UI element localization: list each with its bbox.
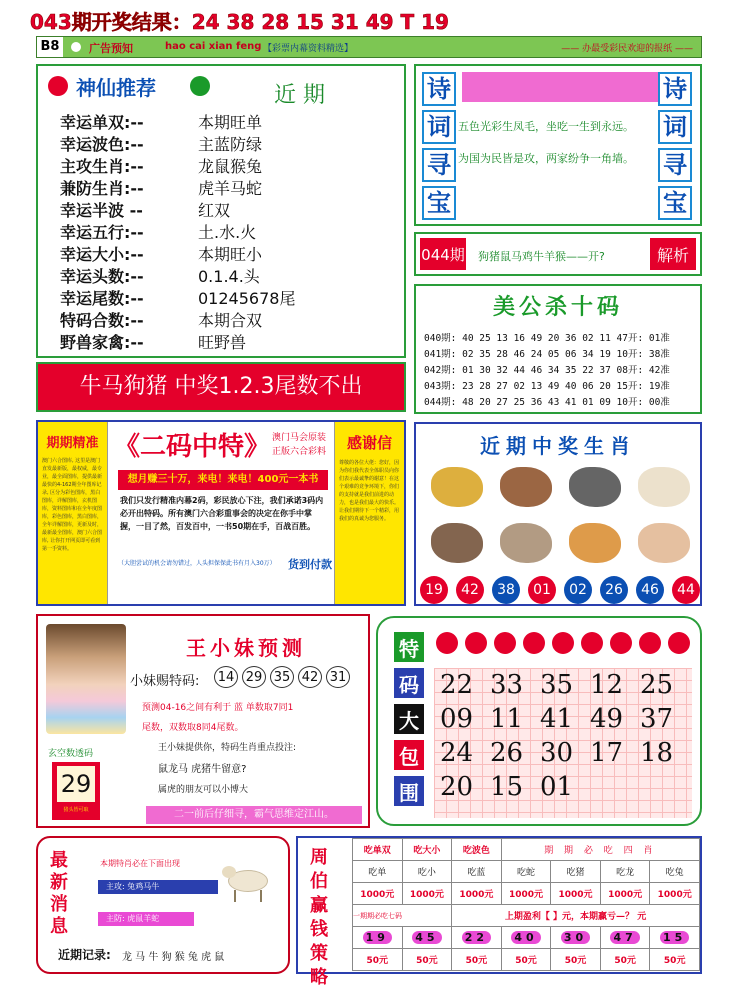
meigong-row: 044期: 48 20 27 25 36 43 41 01 09 10开: 00准 [424,397,670,408]
animal-马 [491,464,560,510]
meigong-box [414,284,702,414]
tema-number: 17 [590,738,624,768]
animal-虎 [560,520,629,566]
ermazhong-body: 我们只发行精准内幕2码，彩民放心下注，我们承诺3码内必开出特码。所有澳门六合彩重事会的决定在你手中掌握，一目了然，百发百中，一书50期在手，百战百胜。 [120,496,324,531]
tema-red-ball [523,632,545,654]
tema-label: 特 [394,632,424,662]
jiexi-button[interactable]: 解析 [650,238,696,270]
poem-left-column [422,72,458,224]
zhoubo-stakes-cell: 50元 [551,949,601,971]
tema-number: 15 [490,772,524,802]
zhoubo-code: 22 [462,931,491,944]
poem-line-1: 五色光彩生凤毛，坐吃一生到永远。 [458,120,634,133]
ad-label: 广告预知 [89,42,133,55]
poem-right-column [658,72,694,224]
wang-line-3: 王小妹提供你，特码生肖重点投注: [158,743,297,753]
wang-line-5: 属虎的朋友可以小博大 [158,785,249,795]
tema-row [434,668,692,702]
shenxian-value: 主蓝防绿 [198,134,263,154]
meigong-title: 美公杀十码 [492,295,623,320]
shenxian-row [60,308,400,330]
tema-row [434,702,692,736]
wang-lead: 小妹赐特码: [130,674,200,689]
tema-number: 49 [590,704,624,734]
shenxian-key: 幸运五行:-- [60,222,144,242]
wang-codes [214,666,350,688]
recent-label: 近 期 [274,83,325,108]
animal-icon [638,523,690,563]
zuixin-recent-label: 近期记录: [58,948,111,962]
tema-number: 41 [540,704,574,734]
cod-label: 货到付款 [288,558,332,571]
animal-猴 [422,520,491,566]
tema-red-ball [639,632,661,654]
wang-code: 14 [214,666,238,688]
zhoubo-bets-cell: 吃单 [353,861,403,883]
ad-note: 【彩票内幕资料精选】 [263,44,354,54]
zhoubo-code: 19 [363,931,392,944]
animal-鼠 [629,520,698,566]
shenxian-value: 0.1.4.头 [198,266,260,286]
shenxian-value: 01245678尾 [198,288,296,308]
shenxian-value: 本期合双 [198,310,263,330]
zhoubo-code: 30 [561,931,590,944]
zuixin-recent: 龙 马 牛 狗 猴 兔 虎 鼠 [122,952,225,963]
zhoubo-code: 45 [412,931,441,944]
zhoubo-header-merged: 期 期 必 吃 四 肖 [501,839,699,861]
zhoubo-bets-cell: 吃蛇 [501,861,551,883]
zhoubo-note-row [353,905,700,927]
thanks-title: 感谢信 [346,434,392,452]
tema-number: 09 [440,704,474,734]
shenxian-title: 神仙推荐 [76,76,156,100]
zhoubo-header [353,839,700,861]
shenxian-row [60,264,400,286]
shenxian-row [60,154,400,176]
zhoubo-box [296,836,702,988]
shenxian-row [60,176,400,198]
zhoubo-header-cell: 吃单双 [353,839,403,861]
zhoubo-header-cell: 吃波色 [452,839,502,861]
tema-number: 18 [640,738,674,768]
banner [36,362,406,412]
poem-char-left: 宝 [422,186,456,220]
tema-number: 25 [640,670,674,700]
green-dot-icon [190,76,210,96]
meigong-list [424,330,696,410]
left-panel [38,422,108,604]
tema-labels [394,632,424,812]
tema-label: 码 [394,668,424,698]
zhoubo-note-right: 上期盈利【 】元，本期赢亏—？ 元 [452,905,700,927]
thanks-body: 尊敬的各位大佬：您好，因为你们我代表全体职员向你们表示最诚挚的谢意！在这个艰难的竞争环境下，你们的支持就是我们前进的动力，也是我们最大的快乐。让我们期待下一个精彩，用我们的真诚为您服务。 [339,460,400,522]
zhoubo-codes [353,927,700,949]
result-ball: 42 [456,576,484,604]
ermazhong-footer: （大胆尝试的机会请勿错过，人头担保保此书有月入30万） [118,560,276,567]
result-ball: 46 [636,576,664,604]
tema-red-ball [436,632,458,654]
animal-icon [431,467,483,507]
xuankong-label: 玄空数透码 [48,749,94,759]
shenxian-key: 兼防生肖:-- [60,178,144,198]
zhoubo-header-cell: 吃大小 [402,839,452,861]
tema-number: 24 [440,738,474,768]
tema-number: 26 [490,738,524,768]
left-panel-title: 期期精准 [46,436,99,451]
zhoubo-stakes-cell: 50元 [353,949,403,971]
wang-footer: 二一前后仔细寻，霸气思维定江山。 [146,806,362,824]
shenxian-box [36,64,406,358]
zhoubo-stakes-cell: 50元 [452,949,502,971]
zhoubo-code-cell [650,927,700,949]
animal-icon [500,523,552,563]
shenxian-key: 幸运波色:-- [60,134,144,154]
result-ball: 38 [492,576,520,604]
shenxian-value: 土.水.火 [198,222,257,242]
zhoubo-grid [352,838,700,971]
shenxian-row [60,220,400,242]
side-title-2: 正版六合彩料 [272,447,327,457]
shenxian-value: 旺野兽 [198,332,247,352]
shenxian-key: 幸运单双:-- [60,112,144,132]
zhongjiang-title: 近期中奖生肖 [480,434,636,458]
ad-pinyin: hao cai xian feng [165,41,262,52]
shenxian-row [60,198,400,220]
tema-red-ball [668,632,690,654]
tema-label: 围 [394,776,424,806]
zhoubo-code: 47 [610,931,639,944]
zuixin-box [36,836,290,974]
zhoubo-amounts-cell: 1000元 [501,883,551,905]
zhoubo-stakes-cell: 50元 [501,949,551,971]
side-title-1: 澳门马会原装 [272,433,327,443]
zhoubo-code-cell [353,927,403,949]
zhoubo-code: 40 [511,931,540,944]
shenxian-row [60,330,400,352]
zhoubo-bets-cell: 吃兔 [650,861,700,883]
zhoubo-code: 15 [660,931,689,944]
tema-number: 12 [590,670,624,700]
zhoubo-stakes-cell: 50元 [402,949,452,971]
header-slogan: —— 办最受彩民欢迎的报纸 —— [561,44,693,54]
zhoubo-bets-cell: 吃小 [402,861,452,883]
zhoubo-code-cell [501,927,551,949]
zhongjiang-box [414,422,702,606]
shenxian-value: 本期旺小 [198,244,263,264]
tema-red-ball [494,632,516,654]
poem-char-left: 词 [422,110,456,144]
zhoubo-amounts-cell: 1000元 [551,883,601,905]
poem-char-right: 诗 [658,72,692,106]
meigong-row: 043期: 23 28 27 02 13 49 40 06 20 15开: 19准 [424,381,670,392]
zhoubo-amounts-cell: 1000元 [600,883,650,905]
shenxian-key: 幸运半波 -- [60,200,143,220]
zhoubo-code-cell [402,927,452,949]
banner-text: 牛马狗猪 中奖1.2.3尾数不出 [79,374,363,399]
sheep-icon [222,862,278,904]
zhoubo-amounts-cell: 1000元 [353,883,403,905]
poem-char-left: 诗 [422,72,456,106]
shenxian-value: 本期旺单 [198,112,263,132]
tema-red-ball [581,632,603,654]
result-ball: 19 [420,576,448,604]
shenxian-row [60,242,400,264]
zhoubo-amounts-cell: 1000元 [650,883,700,905]
header-dot-icon [71,42,81,52]
zhoubo-amounts [353,883,700,905]
poem-box [414,64,702,226]
result-title: 043期开奖结果：24 38 28 15 31 49 T 19 [30,10,449,34]
tema-number: 35 [540,670,574,700]
zuixin-main: 主攻: 兔鸡马牛 [98,880,218,894]
meigong-row: 040期: 40 25 13 16 49 20 36 02 11 47开: 01准 [424,333,670,344]
tema-grid [434,668,692,818]
wang-code: 35 [270,666,294,688]
tema-top-balls [436,632,690,654]
tema-number: 30 [540,738,574,768]
zhoubo-stakes-cell: 50元 [600,949,650,971]
zhoubo-code-cell [551,927,601,949]
zhoubo-stakes [353,949,700,971]
wang-code: 31 [326,666,350,688]
result-ball: 26 [600,576,628,604]
tema-label: 包 [394,740,424,770]
tema-number: 22 [440,670,474,700]
animal-狗 [629,464,698,510]
girl-photo [46,624,126,734]
animal-龙 [422,464,491,510]
animal-牛 [560,464,629,510]
animal-icon [500,467,552,507]
zhoubo-amounts-cell: 1000元 [452,883,502,905]
tema-red-ball [610,632,632,654]
animal-icon [431,523,483,563]
poem-char-left: 寻 [422,148,456,182]
shenxian-key: 幸运尾数:-- [60,288,144,308]
shenxian-key: 野兽家禽:-- [60,332,144,352]
shenxian-key: 特码合数:-- [60,310,144,330]
main-title: 《二码中特》 [114,432,271,462]
animal-兔 [491,520,560,566]
tema-number: 37 [640,704,674,734]
zuixin-backup: 主防: 虎鼠羊蛇 [98,912,194,926]
poem-char-right: 词 [658,110,692,144]
poem-char-right: 宝 [658,186,692,220]
riddle-issue: 044期 [420,238,466,270]
tema-row [434,770,692,804]
zhoubo-code-cell [452,927,502,949]
zuixin-side: 最新消息 [50,850,68,937]
shenxian-value: 虎羊马蛇 [198,178,263,198]
zuixin-headline: 本期特肖必在下面出现 [100,859,180,868]
zhoubo-bets [353,861,700,883]
zhoubo-stakes-cell: 50元 [650,949,700,971]
wang-line-1: 预测04-16之间有利于 蓝 单数取7同1 [142,703,294,713]
wang-code: 42 [298,666,322,688]
tema-red-ball [465,632,487,654]
animal-grid [422,464,698,566]
xuankong-card [52,762,100,820]
zhoubo-amounts-cell: 1000元 [402,883,452,905]
poem-line-2: 为国为民皆是攻，两家纷争一角墙。 [458,152,634,165]
wang-title: 王小妹预测 [186,636,306,660]
shenxian-value: 龙鼠猴兔 [198,156,263,176]
zhoubo-bets-cell: 吃龙 [600,861,650,883]
thanks-panel [334,422,404,604]
riddle-box [414,232,702,276]
shenxian-row [60,132,400,154]
meigong-row: 041期: 02 35 28 46 24 05 06 34 19 10开: 38准 [424,349,670,360]
tema-number: 01 [540,772,574,802]
result-ball: 44 [672,576,700,604]
zhoubo-code-cell [600,927,650,949]
poem-pink-bar [462,72,658,102]
shenxian-value: 红双 [198,200,231,220]
wang-box [36,614,370,828]
wang-line-2: 尾数，双数取8同4尾数。 [142,723,244,733]
shenxian-key: 幸运大小:-- [60,244,144,264]
zhoubo-side: 周伯赢钱策略 [310,847,328,988]
zhoubo-bets-cell: 吃蓝 [452,861,502,883]
shenxian-row [60,286,400,308]
wang-line-4: 鼠龙马 虎猪牛留意? [158,764,247,775]
poem-char-right: 寻 [658,148,692,182]
zhongjiang-balls [420,576,700,604]
tema-row [434,736,692,770]
tema-number: 33 [490,670,524,700]
animal-icon [638,467,690,507]
shenxian-list [60,110,400,352]
riddle-text: 狗猪鼠马鸡牛羊猴——开? [478,250,605,263]
result-ball: 01 [528,576,556,604]
shenxian-row [60,110,400,132]
shenxian-key: 幸运头数:-- [60,266,144,286]
tema-number: 11 [490,704,524,734]
meigong-row: 042期: 01 30 32 44 46 34 35 22 37 08开: 42准 [424,365,670,376]
shenxian-key: 主攻生肖:-- [60,156,144,176]
left-panel-body: 澳门六合图库, 这里是澳门直发最新版，最权威，最专业，最全面图库，提供最新最快的4-162期全年图库记录, 区分为彩色图库，黑白图库，详解图库，玄机图库，资料图库和在全年度图库，彩色图库，黑白图库，全年详解图库，更新及时，最新最全图库，澳门六合图库, 让你打开网页即可看到第一手资料。 [42,458,103,552]
animal-icon [569,467,621,507]
zhoubo-bets-cell: 吃猪 [551,861,601,883]
tema-number: 20 [440,772,474,802]
tema-label: 大 [394,704,424,734]
zhoubo-table [352,838,700,971]
xuankong-number: 29 [57,766,95,802]
zhoubo-note-left: 一期期必吃七码 [353,905,452,927]
animal-icon [569,523,621,563]
header-bar [36,36,702,58]
xuankong-small: 猪头皆可取 [63,807,89,813]
tema-box [376,616,702,826]
result-ball: 02 [564,576,592,604]
tema-red-ball [552,632,574,654]
page-tag: B8 [37,37,63,57]
wang-code: 29 [242,666,266,688]
ermazhong-slogan: 想月赚三十万，来电！来电！400元一本书 [118,470,328,490]
ermazhong-box [36,420,406,606]
red-dot-icon [48,76,68,96]
